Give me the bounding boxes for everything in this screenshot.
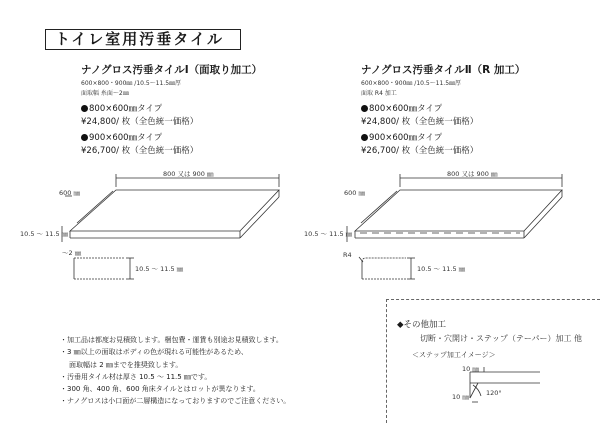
diagram2-detail-thickness-label: 10.5 ～ 11.5 ㎜ (417, 265, 466, 273)
product1-type-900-label: 900×600㎜タイプ (89, 133, 163, 143)
product1-price-900: ¥26,700/ 枚（全色統一価格） (81, 146, 199, 156)
notes-list (60, 334, 290, 408)
diamond-icon: ◆ (397, 320, 404, 330)
step-angle-label: 120° (486, 389, 502, 397)
step-dim-bottom-label: 10 ㎜ (452, 393, 469, 401)
other-processing-title (397, 318, 446, 330)
diagram1-edge-label: ～2 ㎜ (62, 249, 82, 257)
tile-diagram-2 (347, 174, 562, 279)
diagram2-width-label: 800 又は 900 ㎜ (447, 170, 498, 178)
note-item: ・ 加工品は都度お見積致します。梱包費・運賃も別途お見積致します。 (60, 334, 290, 346)
product2-name: ナノグロス汚垂タイルⅡ（R 加工） (361, 64, 526, 76)
diagram2-edge-label: R4 (343, 251, 352, 259)
product1-name: ナノグロス汚垂タイルⅠ（面取り加工） (81, 64, 263, 76)
tile-diagram-1 (62, 174, 279, 279)
diagram1-detail-thickness-label: 10.5 ～ 11.5 ㎜ (135, 265, 184, 273)
page-title: トイレ室用汚垂タイル (45, 29, 241, 50)
diagram1-thickness-label: 10.5 ～ 11.5 ㎜ (20, 230, 69, 238)
product1-chamfer: 面取幅 糸面～2㎜ (81, 90, 129, 97)
diagram1-width-label: 800 又は 900 ㎜ (163, 170, 214, 178)
product2-type-900-label: 900×600㎜タイプ (369, 133, 443, 143)
other-processing-title-text: その他加工 (403, 320, 447, 330)
product2-price-900: ¥26,700/ 枚（全色統一価格） (361, 146, 479, 156)
product1-type-800-label: 800×600㎜タイプ (89, 104, 163, 114)
note-item: ・ 300 角、400 角、600 角床タイルとはロットが異なります。 (60, 383, 290, 395)
step-image-caption: ＜ステップ加工イメージ＞ (412, 351, 496, 359)
product2-chamfer: 面取 R4 加工 (361, 90, 397, 97)
note-item: ・ 汚垂用タイル材は厚さ 10.5 ～ 11.5 ㎜です。 (60, 371, 290, 383)
diagram2-thickness-label: 10.5 ～ 11.5 ㎜ (304, 230, 353, 238)
note-item: ・ 3 ㎜以上の面取はボディの色が現れる可能性があるため、 (60, 346, 290, 358)
product2-spec: 600×800・900㎜ /10.5～11.5㎜厚 (361, 80, 462, 87)
product2-type-800-label: 800×600㎜タイプ (369, 104, 443, 114)
diagram2-depth-label: 600 ㎜ (344, 189, 365, 197)
other-processing-desc: 切断・穴開け・ステップ（テーパー）加工 他 (420, 334, 582, 343)
step-dim-top-label: 10 ㎜ (462, 365, 479, 373)
note-item: 面取幅は 2 ㎜までを推奨致します。 (69, 360, 183, 369)
product1-price-800: ¥24,800/ 枚（全色統一価格） (81, 117, 199, 127)
product2-price-800: ¥24,800/ 枚（全色統一価格） (361, 117, 479, 127)
diagram1-depth-label: 600 ㎜ (59, 189, 80, 197)
note-item: ・ ナノグロスは小口面が二層構造になっておりますのでご注意ください。 (60, 395, 290, 407)
product1-spec: 600×800・900㎜ /10.5～11.5㎜厚 (81, 80, 182, 87)
